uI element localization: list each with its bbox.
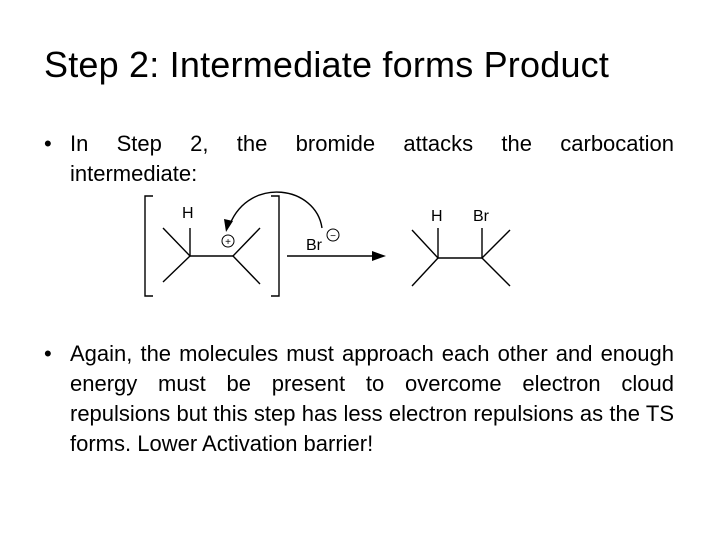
carbocation-structure [163, 228, 260, 284]
reaction-arrow-head-icon [372, 251, 386, 261]
curved-arrow-head-icon [224, 219, 233, 232]
bullet-item-2 [44, 339, 674, 459]
curved-attack-arrow [230, 192, 322, 228]
product-structure [412, 228, 510, 286]
intermediate-h-label: H [182, 205, 194, 222]
bullet-text: Again, the molecules must approach each other and enough energy must be present to overcome electron cloud repulsions but this step has less electron repulsions as the TS forms. Lower Activation barrier! [70, 341, 674, 456]
intermediate-bracket-left [145, 196, 153, 296]
positive-charge-symbol: + [225, 237, 231, 248]
negative-charge-symbol: − [330, 231, 336, 242]
product-h-label: H [431, 208, 443, 225]
bullet-text: In Step 2, the bromide attacks the carbocation intermediate: [70, 131, 674, 186]
product-br-label: Br [473, 208, 489, 225]
bromide-label: Br [306, 237, 322, 254]
slide-title: Step 2: Intermediate forms Product [44, 44, 610, 85]
bullet-marker: • [44, 341, 52, 366]
intermediate-bracket-right [271, 196, 279, 296]
bullet-marker: • [44, 131, 52, 156]
